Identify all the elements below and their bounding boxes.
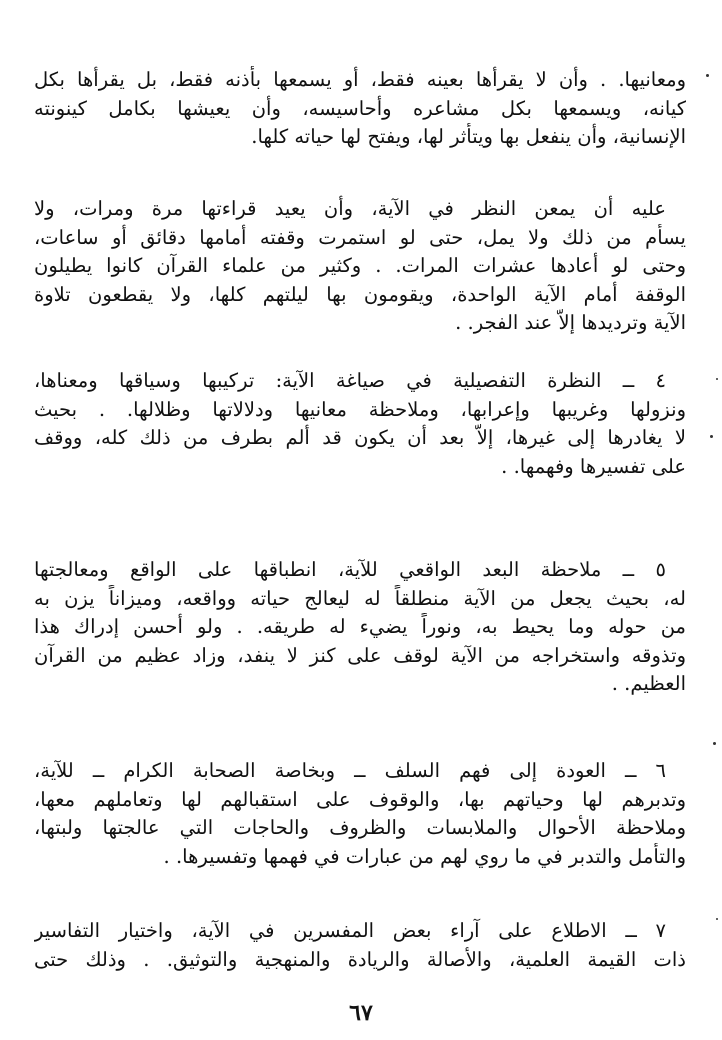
text-line: يسأم من ذلك ولا يمل، حتى لو استمرت وقفته أمامها دقائق أو ساعات، <box>34 225 686 249</box>
text-line: ومعانيها. . وأن لا يقرأها بعينه فقط، أو يسمعها بأذنه فقط، بل يقرأها بكل <box>34 68 686 91</box>
text-line: العظيم. . <box>611 672 686 696</box>
text-line: الآية وترديدها إلاَّ عند الفجر. . <box>455 311 686 335</box>
text-line: لا يغادرها إلى غيرها، إلاَّ بعد أن يكون قد ألم بطرف من ذلك كله، ووقف <box>34 426 686 450</box>
text-line: والتأمل والتدبر في ما روي لهم من عبارات في فهمها وتفسيرها. . <box>163 844 686 868</box>
paragraph-1 <box>34 66 686 152</box>
paragraph-item-5 <box>34 556 686 699</box>
text-line: الوقفة أمام الآية الواحدة، ويقومون بها ليلتهم كلها، ولا يقطعون تلاوة <box>34 282 686 306</box>
text-line: ونزولها وغريبها وإعرابها، وملاحظة معانيها ودلالاتها وظلالها. . بحيث <box>34 397 686 421</box>
text-line: ٦ ــ العودة إلى فهم السلف ــ وبخاصة الصحابة الكرام ــ للآية، <box>34 759 666 782</box>
text-line: كيانه، ويسمعها بكل مشاعره وأحاسيسه، وأن يعيشها بكامل كينونته <box>34 96 686 120</box>
text-line: على تفسيرها وفهمها. . <box>501 454 686 478</box>
text-line: ٧ ــ الاطلاع على آراء بعض المفسرين في الآية، واختيار التفاسير <box>34 919 666 942</box>
scan-speck <box>716 918 718 920</box>
text-line: له، بحيث يجعل من الآية منطلقاً له ليعالج حياته وواقعه، وميزاناً يزن به <box>34 586 686 610</box>
paragraph-item-7 <box>34 917 686 974</box>
text-line: ذات القيمة العلمية، والأصالة والريادة والمنهجية والتوثيق. . وذلك حتى <box>34 947 686 971</box>
scan-speck <box>706 74 709 77</box>
paragraph-2 <box>34 195 686 338</box>
text-line: عليه أن يمعن النظر في الآية، وأن يعيد قراءتها مرة ومرات، ولا <box>34 197 666 220</box>
scan-speck <box>713 742 716 745</box>
paragraph-item-6 <box>34 757 686 871</box>
scan-speck <box>710 435 713 438</box>
scan-speck <box>716 378 718 380</box>
text-line: وتذوقه واستخراجه من الآية لوقف على كنز لا ينفد، وزاد عظيم من القرآن <box>34 643 686 667</box>
text-line: من حوله وما يحيط به، ونوراً يضيء له طريقه. . ولو أحسن إدراك هذا <box>34 615 686 639</box>
paragraph-item-4 <box>34 367 686 481</box>
page-number: ٦٧ <box>349 1000 373 1026</box>
text-line: وملاحظة الأحوال والملابسات والظروف والحاجات التي عالجتها ولبتها، <box>34 816 686 840</box>
text-line: وتدبرهم لها وحياتهم بها، والوقوف على استقبالهم لها وتعاملهم معها، <box>34 787 686 811</box>
text-line: ٤ ــ النظرة التفصيلية في صياغة الآية: تركيبها وسياقها ومعناها، <box>34 369 666 392</box>
text-line: ٥ ــ ملاحظة البعد الواقعي للآية، انطباقها على الواقع ومعالجتها <box>34 558 666 581</box>
text-line: وحتى لو أعادها عشرات المرات. . وكثير من علماء القرآن كانوا يطيلون <box>34 254 686 278</box>
text-line: الإنسانية، وأن ينفعل بها ويتأثر لها، ويفتح لها حياته كلها. <box>251 125 686 149</box>
